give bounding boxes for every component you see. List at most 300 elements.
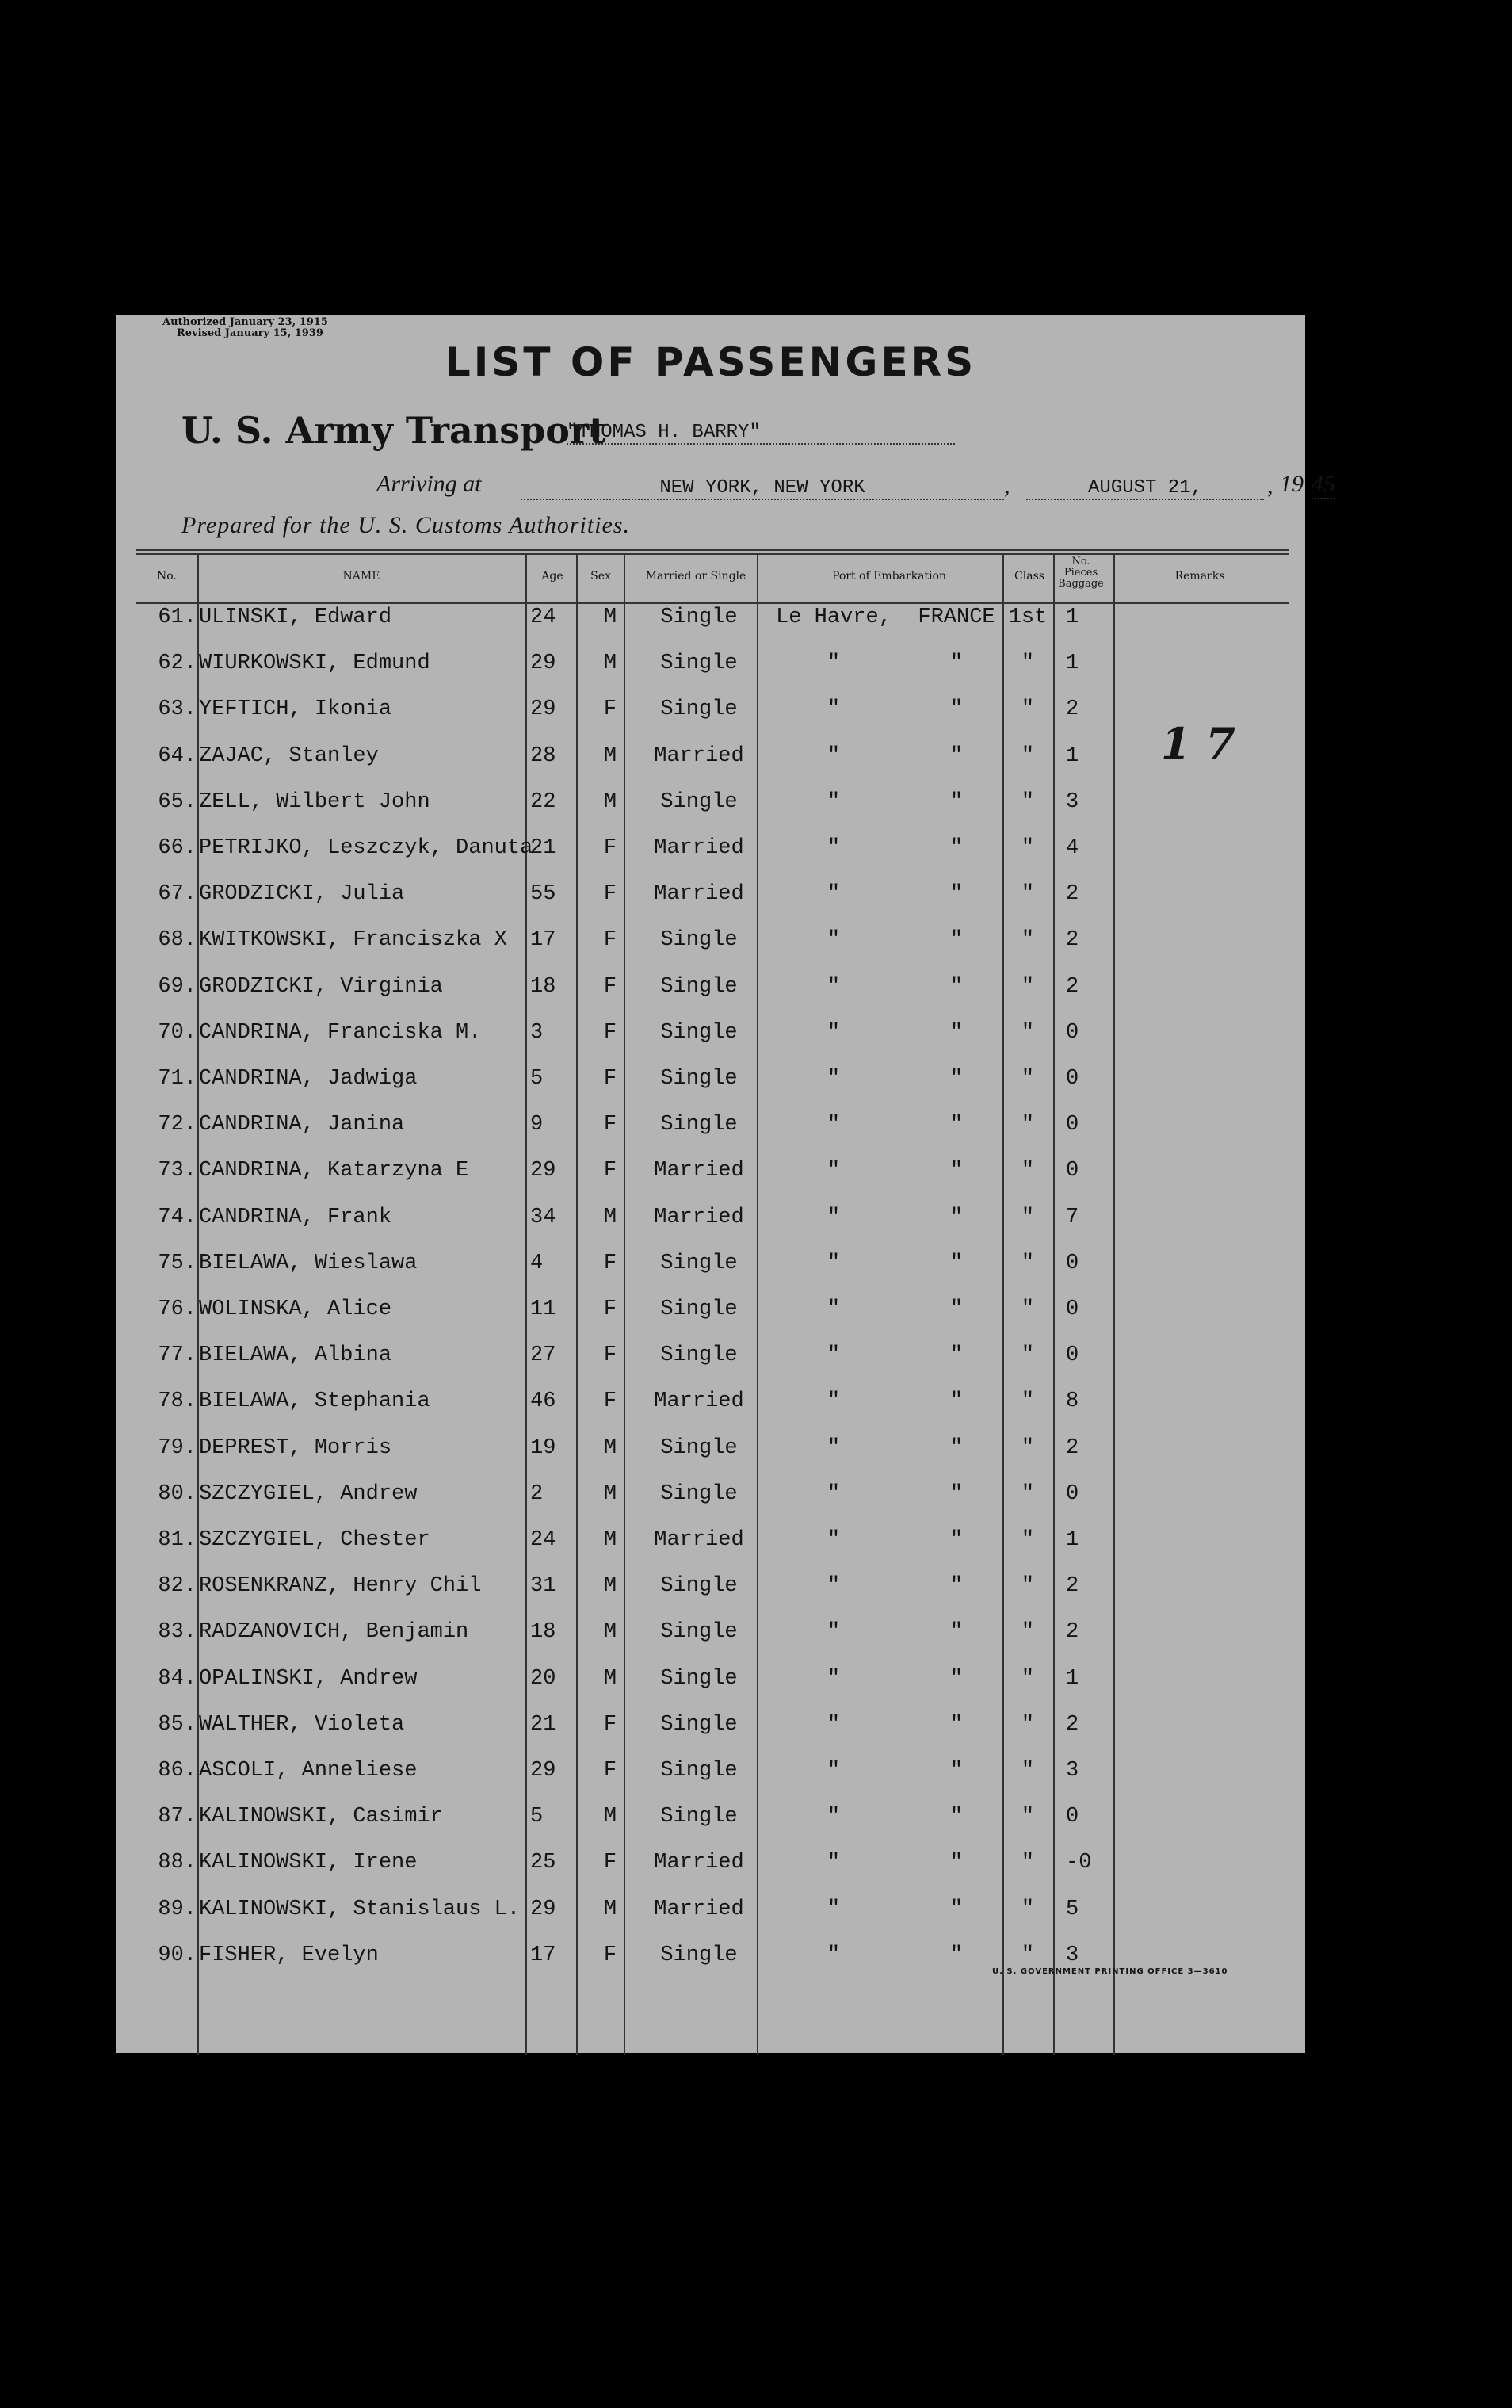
passenger-no: 81. <box>158 1528 197 1552</box>
ship-name: "THOMAS H. BARRY" <box>567 422 955 445</box>
passenger-no: 89. <box>158 1897 197 1921</box>
passenger-no: 78. <box>158 1389 197 1414</box>
passenger-marital-status: Single <box>660 974 738 999</box>
passenger-class: " <box>1021 836 1035 860</box>
table-row <box>116 975 1305 1021</box>
passenger-port: " <box>827 1943 841 1967</box>
passenger-no: 61. <box>158 606 197 629</box>
passenger-baggage: 1 <box>1066 1528 1079 1552</box>
comma: , <box>1004 472 1010 499</box>
passenger-sex: F <box>603 1067 617 1091</box>
passenger-country: " <box>949 1805 964 1829</box>
passenger-age: 5 <box>530 1805 544 1829</box>
page-title: LIST OF PASSENGERS <box>445 339 977 385</box>
passenger-marital-status: Single <box>660 1481 738 1506</box>
passenger-marital-status: Single <box>660 1067 738 1091</box>
passenger-country: " <box>949 1620 964 1645</box>
passenger-marital-status: Single <box>660 1435 738 1460</box>
passenger-name: BIELAWA, Stephania <box>199 1389 430 1414</box>
passenger-marital-status: Single <box>660 1251 738 1275</box>
table-row <box>116 1944 1305 1989</box>
passenger-sex: M <box>603 1435 617 1460</box>
passenger-baggage: 1 <box>1066 1666 1079 1691</box>
passenger-sex: F <box>603 974 617 999</box>
passenger-no: 64. <box>158 743 197 768</box>
passenger-sex: F <box>603 698 617 722</box>
table-row <box>116 744 1305 790</box>
passenger-no: 70. <box>158 1020 197 1045</box>
passenger-sex: F <box>603 1759 617 1783</box>
table-row <box>116 1482 1305 1528</box>
passenger-no: 72. <box>158 1113 197 1137</box>
passenger-country: " <box>949 1897 964 1921</box>
passenger-class: " <box>1021 1159 1035 1183</box>
passenger-class: " <box>1021 1344 1035 1368</box>
passenger-name: CANDRINA, Katarzyna E <box>199 1159 469 1183</box>
passenger-baggage: 0 <box>1066 1298 1079 1321</box>
table-row <box>116 1252 1305 1298</box>
passenger-sex: M <box>603 789 617 814</box>
header-rule <box>136 553 1289 555</box>
passenger-baggage: 1 <box>1066 652 1079 676</box>
passenger-port: " <box>827 1067 841 1091</box>
passenger-age: 29 <box>530 652 556 676</box>
passenger-name: ZELL, Wilbert John <box>199 789 430 814</box>
passenger-marital-status: Single <box>660 1943 738 1967</box>
passenger-sex: M <box>603 1620 617 1645</box>
passenger-port: " <box>827 1666 841 1691</box>
passenger-name: ROSENKRANZ, Henry Chil <box>199 1574 482 1599</box>
passenger-name: KWITKOWSKI, Franciszka X <box>199 928 507 953</box>
passenger-no: 71. <box>158 1067 197 1091</box>
passenger-baggage: 1 <box>1066 606 1079 629</box>
passenger-port: " <box>827 1159 841 1183</box>
passenger-no: 66. <box>158 836 197 860</box>
passenger-no: 76. <box>158 1298 197 1321</box>
passenger-no: 80. <box>158 1481 197 1506</box>
passenger-sex: M <box>603 652 617 676</box>
passenger-baggage: 3 <box>1066 1759 1079 1783</box>
passenger-sex: F <box>603 1943 617 1967</box>
passenger-class: " <box>1021 743 1035 768</box>
passenger-class: " <box>1021 882 1035 907</box>
passenger-age: 21 <box>530 836 556 860</box>
passenger-marital-status: Married <box>654 1851 744 1875</box>
passenger-country: " <box>949 743 964 768</box>
passenger-baggage: 7 <box>1066 1205 1079 1229</box>
passenger-sex: F <box>603 882 617 907</box>
passenger-age: 20 <box>530 1666 556 1691</box>
passenger-age: 24 <box>530 1528 556 1552</box>
authorization-note <box>162 317 328 339</box>
passenger-country: " <box>949 1851 964 1875</box>
passenger-sex: M <box>603 1897 617 1921</box>
passenger-sex: F <box>603 1113 617 1137</box>
passenger-sex: F <box>603 1298 617 1321</box>
passenger-country: " <box>949 974 964 999</box>
passenger-class: " <box>1021 652 1035 676</box>
passenger-age: 22 <box>530 789 556 814</box>
passenger-sex: F <box>603 1712 617 1737</box>
passenger-class: " <box>1021 1943 1035 1967</box>
col-header-no: No. <box>157 570 177 583</box>
passenger-sex: F <box>603 1389 617 1414</box>
passenger-sex: M <box>603 1666 617 1691</box>
passenger-baggage: 2 <box>1066 882 1079 907</box>
passenger-class: " <box>1021 974 1035 999</box>
passenger-name: WIURKOWSKI, Edmund <box>199 652 430 676</box>
passenger-name: KALINOWSKI, Irene <box>199 1851 418 1875</box>
passenger-marital-status: Married <box>654 1897 744 1921</box>
passenger-class: " <box>1021 1113 1035 1137</box>
passenger-port: " <box>827 698 841 722</box>
passenger-marital-status: Married <box>654 836 744 860</box>
passenger-no: 90. <box>158 1943 197 1967</box>
passenger-marital-status: Married <box>654 882 744 907</box>
passenger-port: " <box>827 974 841 999</box>
table-row <box>116 1067 1305 1113</box>
passenger-name: FISHER, Evelyn <box>199 1943 379 1967</box>
passenger-class: " <box>1021 1251 1035 1275</box>
passenger-port: " <box>827 1020 841 1045</box>
table-row <box>116 1206 1305 1252</box>
passenger-baggage: 8 <box>1066 1389 1079 1414</box>
table-row <box>116 928 1305 974</box>
passenger-age: 17 <box>530 928 556 953</box>
passenger-no: 83. <box>158 1620 197 1645</box>
passenger-no: 88. <box>158 1851 197 1875</box>
passenger-baggage: 0 <box>1066 1251 1079 1275</box>
table-row <box>116 1851 1305 1897</box>
transport-label: U. S. Army Transport <box>181 409 606 452</box>
passenger-name: CANDRINA, Janina <box>199 1113 405 1137</box>
passenger-no: 82. <box>158 1574 197 1599</box>
table-row <box>116 606 1305 652</box>
passenger-country: " <box>949 1344 964 1368</box>
passenger-country: " <box>949 1943 964 1967</box>
passenger-class: " <box>1021 1298 1035 1321</box>
passenger-marital-status: Married <box>654 743 744 768</box>
passenger-name: WALTHER, Violeta <box>199 1712 405 1737</box>
passenger-age: 18 <box>530 1620 556 1645</box>
passenger-class: " <box>1021 928 1035 953</box>
passenger-country: " <box>949 882 964 907</box>
passenger-class: " <box>1021 1389 1035 1414</box>
passenger-name: ULINSKI, Edward <box>199 606 392 629</box>
passenger-class: " <box>1021 1481 1035 1506</box>
authorized-date: Authorized January 23, 1915 <box>162 316 328 328</box>
arrival-date: AUGUST 21, <box>1026 477 1264 500</box>
passenger-name: RADZANOVICH, Benjamin <box>199 1620 469 1645</box>
passenger-no: 84. <box>158 1666 197 1691</box>
header-rule <box>136 549 1289 551</box>
remarks-handwritten-mark: 1 7 <box>1161 718 1235 769</box>
passenger-class: 1st <box>1008 606 1048 629</box>
passenger-port: " <box>827 1851 841 1875</box>
table-row <box>116 1159 1305 1205</box>
col-header-remarks: Remarks <box>1174 570 1225 583</box>
arriving-port: NEW YORK, NEW YORK <box>521 477 1004 500</box>
passenger-sex: F <box>603 1344 617 1368</box>
passenger-baggage: 0 <box>1066 1159 1079 1183</box>
passenger-port: " <box>827 1389 841 1414</box>
passenger-baggage: 2 <box>1066 1620 1079 1645</box>
passenger-port: " <box>827 1344 841 1368</box>
passenger-marital-status: Single <box>660 698 738 722</box>
passenger-age: 21 <box>530 1712 556 1737</box>
passenger-marital-status: Married <box>654 1159 744 1183</box>
passenger-port: " <box>827 1528 841 1552</box>
arrival-year: 45 <box>1312 471 1335 499</box>
passenger-name: ASCOLI, Anneliese <box>199 1759 418 1783</box>
passenger-name: WOLINSKA, Alice <box>199 1298 392 1321</box>
passenger-country: " <box>949 1020 964 1045</box>
passenger-marital-status: Single <box>660 1666 738 1691</box>
passenger-name: YEFTICH, Ikonia <box>199 698 392 722</box>
table-row <box>116 652 1305 698</box>
passenger-marital-status: Single <box>660 652 738 676</box>
passenger-age: 28 <box>530 743 556 768</box>
passenger-class: " <box>1021 1805 1035 1829</box>
table-row <box>116 1021 1305 1067</box>
passenger-age: 25 <box>530 1851 556 1875</box>
passenger-marital-status: Single <box>660 1712 738 1737</box>
passenger-baggage: 0 <box>1066 1344 1079 1368</box>
passenger-country: " <box>949 1712 964 1737</box>
passenger-baggage: 0 <box>1066 1113 1079 1137</box>
passenger-port: " <box>827 1298 841 1321</box>
passenger-port: " <box>827 1113 841 1137</box>
column-header-rule <box>136 602 1289 604</box>
table-row <box>116 1528 1305 1574</box>
passenger-country: " <box>949 1666 964 1691</box>
passenger-country: " <box>949 1574 964 1599</box>
passenger-age: 17 <box>530 1943 556 1967</box>
passenger-no: 86. <box>158 1759 197 1783</box>
passenger-class: " <box>1021 1851 1035 1875</box>
revised-date: Revised January 15, 1939 <box>177 327 323 339</box>
passenger-age: 27 <box>530 1344 556 1368</box>
table-row <box>116 1759 1305 1805</box>
passenger-country: " <box>949 1481 964 1506</box>
passenger-no: 79. <box>158 1435 197 1460</box>
passenger-country: " <box>949 1528 964 1552</box>
passenger-name: OPALINSKI, Andrew <box>199 1666 418 1691</box>
passenger-no: 74. <box>158 1205 197 1229</box>
passenger-baggage: 1 <box>1066 743 1079 768</box>
passenger-port: " <box>827 789 841 814</box>
passenger-name: GRODZICKI, Virginia <box>199 974 443 999</box>
passenger-age: 24 <box>530 606 556 629</box>
passenger-marital-status: Married <box>654 1205 744 1229</box>
passenger-baggage: 2 <box>1066 1574 1079 1599</box>
col-header-married: Married or Single <box>645 570 746 583</box>
col-header-port: Port of Embarkation <box>832 570 946 583</box>
passenger-age: 34 <box>530 1205 556 1229</box>
passenger-name: CANDRINA, Franciska M. <box>199 1020 482 1045</box>
passenger-port: " <box>827 1574 841 1599</box>
passenger-port: " <box>827 1759 841 1783</box>
table-row <box>116 1436 1305 1482</box>
passenger-name: KALINOWSKI, Casimir <box>199 1805 443 1829</box>
passenger-age: 29 <box>530 1759 556 1783</box>
passenger-port: " <box>827 1897 841 1921</box>
passenger-baggage: 0 <box>1066 1067 1079 1091</box>
passenger-age: 11 <box>530 1298 556 1321</box>
passenger-baggage: 5 <box>1066 1897 1079 1921</box>
table-row <box>116 1805 1305 1851</box>
passenger-marital-status: Single <box>660 606 738 629</box>
passenger-country: " <box>949 698 964 722</box>
passenger-baggage: 2 <box>1066 928 1079 953</box>
passenger-class: " <box>1021 1020 1035 1045</box>
passenger-sex: M <box>603 1574 617 1599</box>
passenger-class: " <box>1021 1067 1035 1091</box>
col-header-baggage: No. Pieces Baggage <box>1058 556 1104 590</box>
passenger-marital-status: Single <box>660 1113 738 1137</box>
passenger-marital-status: Single <box>660 1020 738 1045</box>
table-row <box>116 1574 1305 1620</box>
col-header-age: Age <box>541 570 563 583</box>
passenger-port: " <box>827 1435 841 1460</box>
passenger-port: " <box>827 1712 841 1737</box>
passenger-age: 5 <box>530 1067 544 1091</box>
passenger-age: 29 <box>530 1159 556 1183</box>
passenger-sex: F <box>603 1251 617 1275</box>
col-header-class: Class <box>1014 570 1044 583</box>
passenger-country: " <box>949 1205 964 1229</box>
passenger-no: 77. <box>158 1344 197 1368</box>
passenger-sex: F <box>603 1020 617 1045</box>
passenger-class: " <box>1021 1759 1035 1783</box>
col-header-name: NAME <box>342 570 380 583</box>
passenger-name: CANDRINA, Jadwiga <box>199 1067 418 1091</box>
passenger-age: 29 <box>530 1897 556 1921</box>
passenger-age: 3 <box>530 1020 544 1045</box>
passenger-marital-status: Single <box>660 1344 738 1368</box>
passenger-country: " <box>949 652 964 676</box>
table-row <box>116 1113 1305 1159</box>
passenger-class: " <box>1021 1620 1035 1645</box>
passenger-sex: M <box>603 743 617 768</box>
passenger-class: " <box>1021 698 1035 722</box>
table-row <box>116 882 1305 928</box>
passenger-class: " <box>1021 1666 1035 1691</box>
passenger-no: 63. <box>158 698 197 722</box>
passenger-name: PETRIJKO, Leszczyk, Danuta <box>199 836 533 860</box>
passenger-country: " <box>949 1067 964 1091</box>
col-header-sex: Sex <box>590 570 611 583</box>
passenger-marital-status: Married <box>654 1528 744 1552</box>
table-row <box>116 836 1305 882</box>
passenger-no: 69. <box>158 974 197 999</box>
table-row <box>116 1620 1305 1666</box>
passenger-name: DEPREST, Morris <box>199 1435 392 1460</box>
passenger-age: 31 <box>530 1574 556 1599</box>
passenger-class: " <box>1021 1712 1035 1737</box>
passenger-class: " <box>1021 789 1035 814</box>
passenger-no: 85. <box>158 1712 197 1737</box>
passenger-baggage: 2 <box>1066 1712 1079 1737</box>
prepared-for: Prepared for the U. S. Customs Authorities. <box>181 512 631 538</box>
arriving-label: Arriving at <box>376 471 482 497</box>
passenger-sex: M <box>603 1205 617 1229</box>
passenger-age: 46 <box>530 1389 556 1414</box>
passenger-sex: M <box>603 1528 617 1552</box>
passenger-age: 19 <box>530 1435 556 1460</box>
passenger-port: " <box>827 1481 841 1506</box>
passenger-baggage: 3 <box>1066 789 1079 814</box>
passenger-marital-status: Single <box>660 1620 738 1645</box>
passenger-list-document <box>116 315 1335 2053</box>
passenger-country: " <box>949 1113 964 1137</box>
table-row <box>116 1389 1305 1435</box>
passenger-baggage: 0 <box>1066 1481 1079 1506</box>
passenger-no: 75. <box>158 1251 197 1275</box>
passenger-no: 68. <box>158 928 197 953</box>
passenger-age: 29 <box>530 698 556 722</box>
passenger-name: GRODZICKI, Julia <box>199 882 405 907</box>
passenger-no: 87. <box>158 1805 197 1829</box>
passenger-class: " <box>1021 1435 1035 1460</box>
passenger-age: 2 <box>530 1481 544 1506</box>
passenger-name: ZAJAC, Stanley <box>199 743 379 768</box>
passenger-port: " <box>827 1251 841 1275</box>
passenger-name: SZCZYGIEL, Chester <box>199 1528 430 1552</box>
passenger-baggage: 2 <box>1066 974 1079 999</box>
passenger-baggage: 0 <box>1066 1020 1079 1045</box>
comma: , <box>1267 472 1273 499</box>
passenger-no: 62. <box>158 652 197 676</box>
passenger-class: " <box>1021 1574 1035 1599</box>
table-row <box>116 1898 1305 1944</box>
passenger-age: 18 <box>530 974 556 999</box>
passenger-marital-status: Single <box>660 1759 738 1783</box>
passenger-baggage: 2 <box>1066 698 1079 722</box>
table-row <box>116 1667 1305 1713</box>
passenger-port: " <box>827 1205 841 1229</box>
table-row <box>116 1344 1305 1389</box>
passenger-port: Le Havre, <box>776 606 892 629</box>
passenger-country: FRANCE <box>918 606 995 629</box>
passenger-baggage: -0 <box>1066 1851 1092 1875</box>
passenger-country: " <box>949 1435 964 1460</box>
table-row <box>116 790 1305 836</box>
passenger-baggage: 2 <box>1066 1435 1079 1460</box>
passenger-sex: M <box>603 606 617 629</box>
passenger-port: " <box>827 743 841 768</box>
passenger-port: " <box>827 928 841 953</box>
year-prefix: 19 <box>1280 471 1304 497</box>
passenger-port: " <box>827 652 841 676</box>
passenger-marital-status: Single <box>660 1574 738 1599</box>
passenger-name: SZCZYGIEL, Andrew <box>199 1481 418 1506</box>
passenger-baggage: 3 <box>1066 1943 1079 1967</box>
passenger-name: KALINOWSKI, Stanislaus L. <box>199 1897 521 1921</box>
passenger-no: 65. <box>158 789 197 814</box>
passenger-no: 67. <box>158 882 197 907</box>
passenger-country: " <box>949 1251 964 1275</box>
passenger-baggage: 0 <box>1066 1805 1079 1829</box>
passenger-country: " <box>949 928 964 953</box>
passenger-name: CANDRINA, Frank <box>199 1205 392 1229</box>
printing-office-footer: U. S. GOVERNMENT PRINTING OFFICE 3—3610 <box>992 1967 1228 1976</box>
passenger-marital-status: Single <box>660 928 738 953</box>
table-row <box>116 698 1305 743</box>
passenger-country: " <box>949 1159 964 1183</box>
passenger-sex: M <box>603 1805 617 1829</box>
passenger-age: 9 <box>530 1113 544 1137</box>
